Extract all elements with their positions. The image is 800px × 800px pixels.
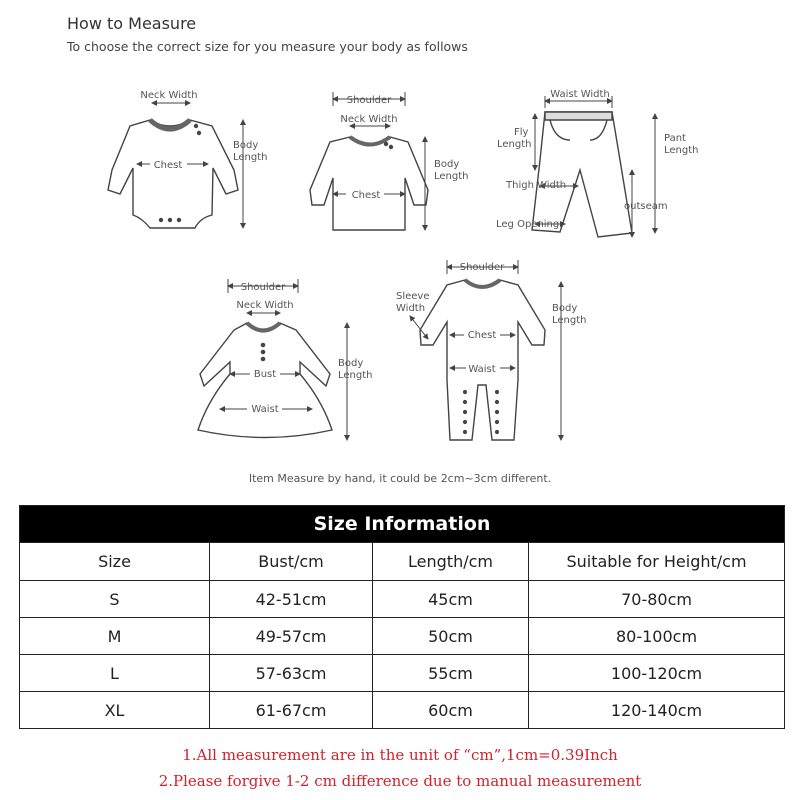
measure-by-hand-note: Item Measure by hand, it could be 2cm~3cm different. [248,472,552,485]
romper-sleeve-width-label-2: Width [396,303,426,314]
bust-cell: 61-67cm [210,692,373,729]
romper-shoulder-label: Shoulder [459,262,505,273]
column-header-size: Size [20,543,210,581]
size-cell: L [20,655,210,692]
dress-body-length-label-1: Body [338,358,364,369]
dress-neck-width-label: Neck Width [236,300,294,311]
column-header-bust: Bust/cm [210,543,373,581]
height-cell: 70-80cm [529,581,785,618]
romper-body-length-label-2: Length [552,315,587,326]
size-cell: M [20,618,210,655]
pants-outseam-label: outseam [624,201,668,212]
table-row [20,581,785,618]
romper-sleeve-width-label-1: Sleeve [396,291,430,302]
bodysuit-neck-width-label: Neck Width [140,90,198,101]
height-cell: 120-140cm [529,692,785,729]
romper-chest-label: Chest [467,330,497,341]
bust-cell: 42-51cm [210,581,373,618]
length-cell: 60cm [373,692,529,729]
dress-shoulder-label: Shoulder [240,282,286,293]
length-cell: 50cm [373,618,529,655]
top-shoulder-label: Shoulder [346,95,392,106]
pants-fly-length-label-1: Fly [514,127,529,138]
dress-bust-label: Bust [253,369,277,380]
difference-note: 2.Please forgive 1-2 cm difference due to manual measurement [158,772,642,790]
bust-cell: 57-63cm [210,655,373,692]
top-neck-width-label: Neck Width [340,114,398,125]
size-information-table [19,505,785,729]
bodysuit-body-length-label-1: Body [233,140,259,151]
top-body-length-label-1: Body [434,159,460,170]
length-cell: 45cm [373,581,529,618]
pants-leg-opening-label: Leg Opening [496,219,560,230]
romper-diagram [410,260,561,440]
height-cell: 100-120cm [529,655,785,692]
table-row [20,618,785,655]
pants-thigh-width-label: Thigh Width [506,180,567,191]
romper-body-length-label-1: Body [552,303,578,314]
romper-waist-label: Waist [468,364,496,375]
table-row [20,655,785,692]
top-body-length-label-2: Length [434,171,469,182]
height-cell: 80-100cm [529,618,785,655]
column-header-height: Suitable for Height/cm [529,543,785,581]
pants-fly-length-label-2: Length [497,139,532,150]
column-header-length: Length/cm [373,543,529,581]
bust-cell: 49-57cm [210,618,373,655]
dress-waist-label: Waist [251,404,279,415]
size-cell: XL [20,692,210,729]
top-chest-label: Chest [351,190,381,201]
pants-diagram [532,96,655,237]
pants-pant-length-label-2: Length [664,145,699,156]
unit-note: 1.All measurement are in the unit of “cm”,1cm=0.39Inch [182,746,618,764]
pants-waist-width-label: Waist Width [550,89,610,100]
pants-pant-length-label-1: Pant [664,133,686,144]
size-table-header-row [20,543,785,581]
page-title: How to Measure [67,14,197,33]
bodysuit-chest-label: Chest [153,160,183,171]
size-cell: S [20,581,210,618]
size-table-heading: Size Information [20,506,785,543]
dress-body-length-label-2: Length [338,370,373,381]
top-diagram [310,92,428,230]
page-subtitle: To choose the correct size for you measure your body as follows [67,39,468,54]
length-cell: 55cm [373,655,529,692]
bodysuit-body-length-label-2: Length [233,152,268,163]
table-row [20,692,785,729]
